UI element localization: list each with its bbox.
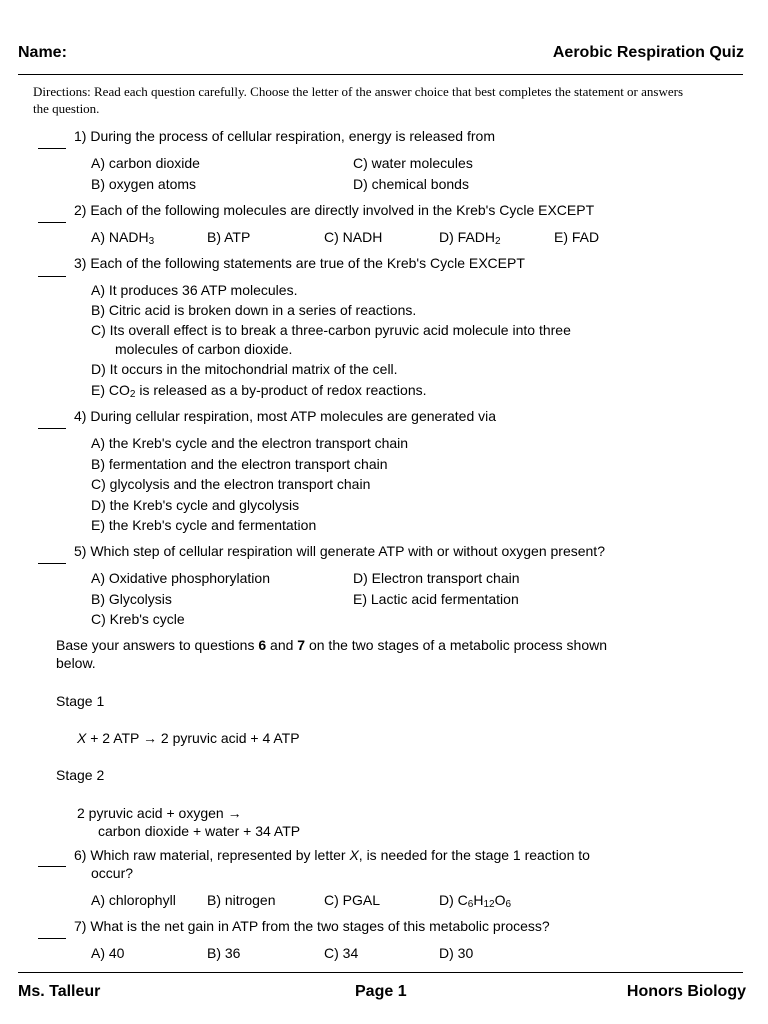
header-rule bbox=[18, 74, 743, 75]
question-number: 2) bbox=[74, 202, 87, 218]
stage-1-equation: X + 2 ATP → 2 pyruvic acid + 4 ATP bbox=[77, 730, 300, 746]
option: B) Glycolysis bbox=[91, 591, 172, 607]
option: B) oxygen atoms bbox=[91, 176, 197, 192]
option-continuation: molecules of carbon dioxide. bbox=[115, 341, 293, 357]
question-number: 3) bbox=[74, 255, 87, 271]
option: D) It occurs in the mitochondrial matrix of the cell. bbox=[91, 361, 398, 377]
option: D) 30 bbox=[439, 945, 474, 961]
answer-blank-4[interactable] bbox=[38, 428, 66, 429]
question-6 bbox=[74, 846, 590, 864]
stage-1-label: Stage 1 bbox=[56, 693, 105, 709]
question-text: Each of the following molecules are directly involved in the Kreb's Cycle EXCEPT bbox=[90, 202, 595, 218]
option: D) the Kreb's cycle and glycolysis bbox=[91, 497, 300, 513]
option: B) ATP bbox=[207, 229, 251, 245]
question-number: 5) bbox=[74, 543, 87, 559]
option: D) $C_6H_{12}O_6$ bbox=[439, 892, 512, 910]
option: C) glycolysis and the electron transport chain bbox=[91, 476, 371, 492]
option: C) water molecules bbox=[353, 155, 473, 171]
question-number: 7) bbox=[74, 918, 87, 934]
option: C) PGAL bbox=[324, 892, 381, 908]
question-text: Each of the following statements are true of the Kreb's Cycle EXCEPT bbox=[90, 255, 525, 271]
option: A) It produces 36 ATP molecules. bbox=[91, 282, 298, 298]
stage-2-equation-line2: carbon dioxide + water + 34 ATP bbox=[98, 823, 301, 839]
option: E) Lactic acid fermentation bbox=[353, 591, 519, 607]
option: B) nitrogen bbox=[207, 892, 276, 908]
arrow-icon: → bbox=[227, 805, 242, 821]
answer-blank-3[interactable] bbox=[38, 276, 66, 277]
question-1 bbox=[74, 127, 495, 145]
answer-blank-2[interactable] bbox=[38, 222, 66, 223]
answer-blank-7[interactable] bbox=[38, 938, 66, 939]
option: D) $FADH_2$ bbox=[439, 229, 501, 247]
arrow-icon: → bbox=[143, 730, 158, 746]
option: D) Electron transport chain bbox=[353, 570, 520, 586]
question-number: 4) bbox=[74, 408, 87, 424]
question-number: 6) bbox=[74, 847, 87, 863]
answer-blank-1[interactable] bbox=[38, 148, 66, 149]
answer-blank-6[interactable] bbox=[38, 866, 66, 867]
option: A) carbon dioxide bbox=[91, 155, 200, 171]
page-number: Page 1 bbox=[355, 983, 407, 1000]
option: A) chlorophyll bbox=[91, 892, 176, 908]
option: C) Its overall effect is to break a three-carbon pyruvic acid molecule into three bbox=[91, 322, 571, 338]
option: E) $CO_2$ is released as a by-product of redox reactions. bbox=[91, 382, 427, 400]
question-7 bbox=[74, 917, 550, 935]
answer-blank-5[interactable] bbox=[38, 563, 66, 564]
option: C) NADH bbox=[324, 229, 383, 245]
question-text: During the process of cellular respiration, energy is released from bbox=[90, 128, 495, 144]
question-text-line2: occur? bbox=[91, 865, 134, 881]
question-4 bbox=[74, 407, 496, 425]
question-2 bbox=[74, 201, 594, 219]
directions: Directions: Read each question carefully. Choose the letter of the answer choice that best completes the statement or answers the question. bbox=[33, 84, 684, 116]
course-name: Honors Biology bbox=[626, 983, 746, 1000]
option: D) chemical bonds bbox=[353, 176, 469, 192]
footer-rule bbox=[18, 972, 743, 973]
option: B) fermentation and the electron transport chain bbox=[91, 456, 388, 472]
question-text: Which step of cellular respiration will generate ATP with or without oxygen present? bbox=[90, 543, 605, 559]
option: C) 34 bbox=[324, 945, 359, 961]
option: B) 36 bbox=[207, 945, 241, 961]
quiz-title: Aerobic Respiration Quiz bbox=[552, 44, 744, 61]
question-5 bbox=[74, 542, 605, 560]
question-text: What is the net gain in ATP from the two stages of this metabolic process? bbox=[90, 918, 550, 934]
option: A) the Kreb's cycle and the electron transport chain bbox=[91, 435, 409, 451]
option: A) $NADH_3$ bbox=[91, 229, 155, 247]
teacher-name: Ms. Talleur bbox=[18, 983, 101, 1000]
option: A) 40 bbox=[91, 945, 125, 961]
option: C) Kreb's cycle bbox=[91, 611, 185, 627]
option: B) Citric acid is broken down in a series of reactions. bbox=[91, 302, 417, 318]
option: E) FAD bbox=[554, 229, 600, 245]
stage-2-equation: 2 pyruvic acid + oxygen → bbox=[77, 805, 242, 821]
question-3 bbox=[74, 254, 525, 272]
option: A) Oxidative phosphorylation bbox=[91, 570, 270, 586]
stage-2-label: Stage 2 bbox=[56, 767, 105, 783]
question-text: Which raw material, represented by letter X, is needed for the stage 1 reaction to bbox=[90, 847, 590, 863]
name-label: Name: bbox=[18, 44, 67, 61]
base-instructions: Base your answers to questions 6 and 7 on the two stages of a metabolic process shown below. bbox=[56, 637, 608, 671]
question-text: During cellular respiration, most ATP molecules are generated via bbox=[90, 408, 497, 424]
question-number: 1) bbox=[74, 128, 87, 144]
option: E) the Kreb's cycle and fermentation bbox=[91, 517, 317, 533]
